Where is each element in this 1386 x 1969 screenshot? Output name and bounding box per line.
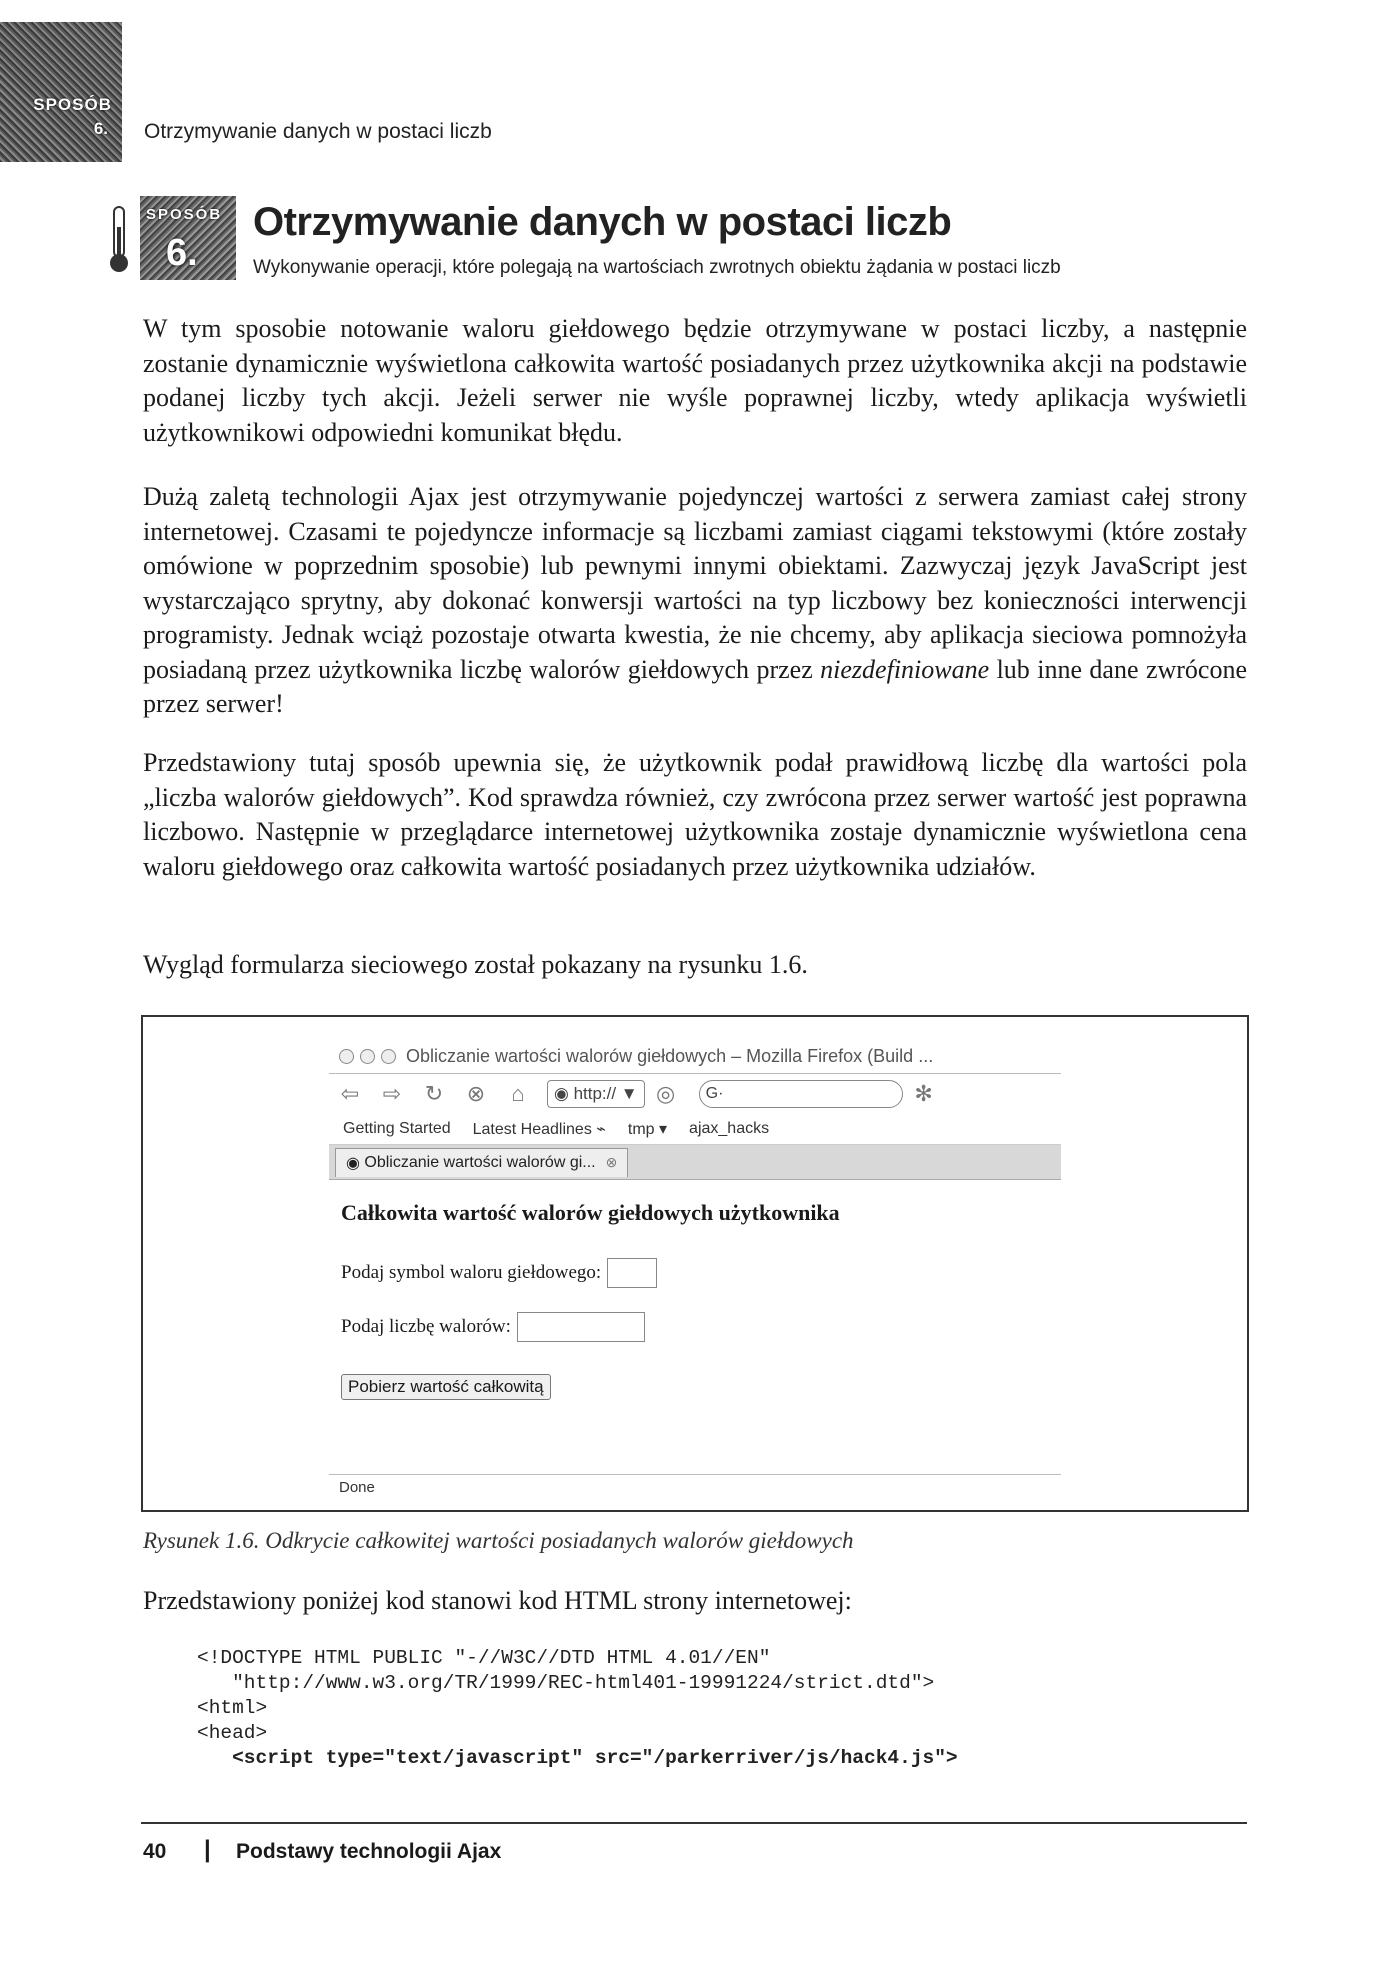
page-heading: Całkowita wartość walorów giełdowych użytkownika [341,1200,840,1225]
section-title: Otrzymywanie danych w postaci liczb [253,200,952,244]
browser-title: Obliczanie wartości walorów giełdowych – Mozilla Firefox (Build ... [406,1045,934,1066]
symbol-label: Podaj symbol waloru giełdowego: [341,1262,602,1283]
code-line: <html> [197,1697,268,1719]
tab-active[interactable] [335,1148,628,1177]
section-badge-word: SPOSÓB [146,206,223,223]
code-listing [197,1646,958,1771]
home-icon[interactable]: ⌂ [511,1081,525,1106]
close-window-icon[interactable] [339,1049,354,1064]
chapter-badge [0,22,122,162]
footer-separator: | [204,1836,211,1863]
count-label: Podaj liczbę walorów: [341,1316,511,1337]
browser-window [329,1039,1061,1499]
paragraph-2 [143,480,1247,722]
chapter-badge-word: SPOSÓB [33,95,112,114]
paragraph-4: Wygląd formularza sieciowego został pokazany na rysunku 1.6. [143,950,808,979]
section-badge-number: 6. [166,232,198,274]
browser-title-bar [329,1039,1061,1074]
throbber-icon: ✻ [914,1081,933,1106]
go-icon[interactable]: ◎ [656,1081,676,1106]
status-text: Done [339,1478,375,1496]
code-line: "http://www.w3.org/TR/1999/REC-html401-19991224/strict.dtd"> [197,1672,935,1694]
count-input[interactable] [517,1312,645,1342]
page-content [329,1180,1061,1480]
stop-icon[interactable]: ⊗ [466,1081,486,1106]
count-row [341,1312,645,1342]
symbol-row [341,1258,657,1288]
chapter-badge-number: 6. [93,119,108,138]
get-total-button[interactable]: Pobierz wartość całkowitą [341,1374,551,1400]
book-title: Podstawy technologii Ajax [236,1840,502,1863]
search-engine-icon: G· [705,1085,724,1102]
bookmark-tmp[interactable]: tmp ▾ [627,1121,668,1138]
zoom-window-icon[interactable] [381,1049,396,1064]
bookmarks-bar [329,1114,1061,1145]
figure-caption: Rysunek 1.6. Odkrycie całkowitej wartości posiadanych walorów giełdowych [143,1528,854,1553]
url-bar[interactable] [547,1080,645,1108]
browser-toolbar [329,1074,1061,1114]
page-number: 40 [143,1840,167,1863]
search-box[interactable] [699,1080,903,1108]
paragraph-2-text-end: lub inne dane zwrócone przez serwer! [143,654,1247,718]
bookmark-ajax-hacks[interactable]: ajax_hacks [689,1120,770,1137]
url-text: http:// ▼ [573,1084,638,1103]
paragraph-2-emphasis: niezdefiniowane [820,654,990,684]
section-badge [140,196,236,280]
forward-arrow-icon[interactable]: ⇨ [382,1081,402,1106]
paragraph-5: Przedstawiony poniżej kod stanowi kod HTML strony internetowej: [143,1586,852,1615]
page-favicon-icon: ◉ [346,1154,365,1172]
reload-icon[interactable]: ↻ [424,1081,444,1106]
paragraph-1: W tym sposobie notowanie waloru giełdowego będzie otrzymywane w postaci liczby, a następnie zostanie dynamicznie wyświetlona całkowita wartość posiadanych przez użytkownika akcji na podstawie podanej liczby tych akcji. Jeżeli serwer nie wyśle poprawnej liczby, wtedy aplikacja wyświetli użytkownikowi odpowiedni komunikat błędu. [143,314,1247,447]
symbol-input[interactable] [607,1258,657,1288]
back-arrow-icon[interactable]: ⇦ [340,1081,360,1106]
thermometer-icon [108,205,130,275]
paragraph-3: Przedstawiony tutaj sposób upewnia się, że użytkownik podał prawidłową liczbę dla wartości pola „liczba walorów giełdowych”. Kod sprawdza również, czy zwrócona przez serwer wartość jest poprawna liczbowo. Następnie w przeglądarce internetowej użytkownika zostaje dynamicznie wyświetlona cena waloru giełdowego oraz całkowita wartość posiadanych przez użytkownika udziałów. [143,748,1247,881]
tab-label: Obliczanie wartości walorów gi... [364,1153,596,1171]
globe-icon: ◉ [554,1084,574,1103]
minimize-window-icon[interactable] [360,1049,375,1064]
paragraph-2-text: Dużą zaletą technologii Ajax jest otrzymywanie pojedynczej wartości z serwera zamiast całej strony internetowej. Czasami te pojedyncze informacje są liczbami zamiast ciągami tekstowymi (które zostały omówione w poprzednim sposobie) lub pewnymi innymi obiektami. Zazwyczaj język JavaScript jest wystarczająco sprytny, aby dokonać konwersji wartości na typ liczbowy bez konieczności interwencji programisty. Jednak wciąż pozostaje otwarta kwestia, że nie chcemy, aby aplikacja sieciowa pomnożyła posiadaną przez użytkownika liczbę walorów giełdowych przez [143,482,1247,684]
status-bar [329,1474,1061,1499]
code-line-bold: <script type="text/javascript" src="/parkerriver/js/hack4.js"> [197,1747,958,1769]
close-tab-icon[interactable]: ⊗ [605,1154,618,1170]
code-line: <!DOCTYPE HTML PUBLIC "-//W3C//DTD HTML 4.01//EN" [197,1647,771,1669]
tab-strip [329,1145,1061,1180]
bookmark-getting-started[interactable]: Getting Started [343,1120,451,1137]
running-head: Otrzymywanie danych w postaci liczb [144,120,492,143]
bookmark-latest-headlines[interactable]: Latest Headlines ⌁ [472,1121,606,1138]
figure-frame [141,1015,1249,1512]
footer-rule [141,1822,1247,1824]
section-subtitle: Wykonywanie operacji, które polegają na wartościach zwrotnych obiektu żądania w postaci liczb [253,257,1061,278]
code-line: <head> [197,1722,268,1744]
